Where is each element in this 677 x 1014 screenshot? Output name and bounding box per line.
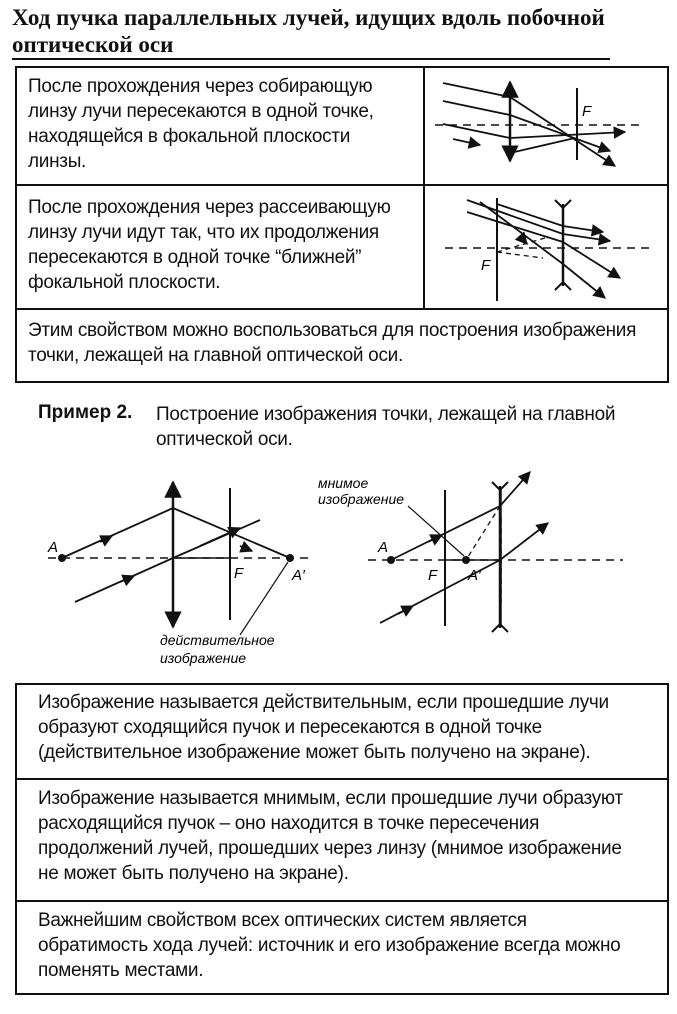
converging-lens-diagram (425, 68, 667, 183)
caption-virtual-image: изображение (318, 491, 405, 507)
title-underline (12, 58, 610, 60)
focus-label: F (234, 565, 244, 582)
caption-virtual-image: мнимое (318, 475, 369, 491)
point-a-label: A (378, 539, 389, 556)
table-1-row-1-text: После прохождения через собирающую линзу лучи пересекаются в одной точке, находящейся в фокальной плоскости линзы. (28, 76, 374, 172)
real-image-diagram (40, 470, 320, 670)
table-2-divider (15, 900, 669, 902)
table-2-row-3-text: Важнейшим свойством всех оптических систем является обратимость хода лучей: источник и его изображение всегда можно поменять местами. (38, 910, 621, 981)
example-text: Построение изображения точки, лежащей на главной оптической оси. (156, 404, 616, 450)
image-label: A′ (468, 567, 481, 584)
caption-real-image: действительное (160, 632, 275, 648)
caption-real-image: изображение (160, 650, 247, 666)
focus-label: F (428, 567, 438, 584)
focus-label: F (582, 103, 592, 120)
diverging-lens-diagram (425, 186, 667, 307)
table-2-row-1-text: Изображение называется действительным, если прошедшие лучи образуют сходящийся пучок и пересекаются в одной точке (действительное изображение может быть получено на экране). (38, 692, 609, 763)
table-1-row-3-text: Этим свойством можно воспользоваться для построения изображения точки, лежащей на главной оптической оси. (28, 320, 637, 366)
virtual-image-diagram (318, 468, 658, 638)
point-a-label: A (48, 539, 59, 556)
page-title: Ход пучка параллельных лучей, идущих вдоль побочной оптической оси (12, 5, 605, 57)
image-label: A′ (292, 567, 305, 584)
example-label: Пример 2. (38, 402, 133, 423)
table-2-row-2-text: Изображение называется мнимым, если прошедшие лучи образуют расходящийся пучок – оно находится в точке пересечения продолжений лучей, прошедших через линзу (мнимое изображение не может быть получено на экране). (38, 788, 623, 884)
table-1-divider (15, 308, 669, 310)
table-2-divider (15, 778, 669, 780)
table-1-row-2-text: После прохождения через рассеивающую линзу лучи идут так, что их продолжения пересекаются в одной точке “ближней” фокальной плоскости. (28, 197, 391, 293)
focus-label: F (481, 257, 491, 274)
